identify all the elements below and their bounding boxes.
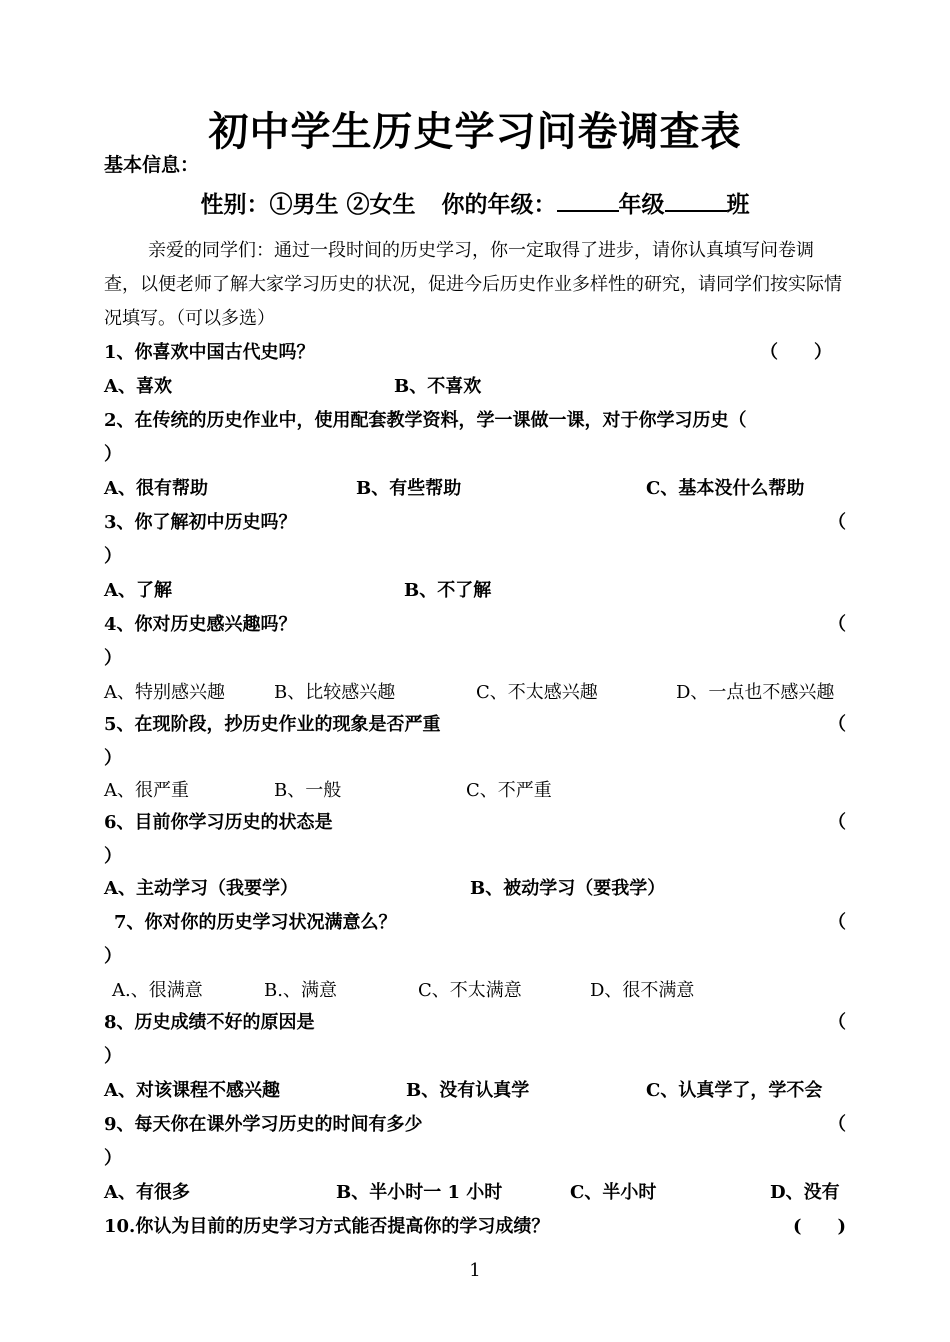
question-9-paren-close (104, 1144, 846, 1170)
option-b[interactable]: B、没有认真学 (406, 1080, 530, 1101)
question-9-options (104, 1178, 846, 1204)
answer-paren-close[interactable]: ） (104, 648, 122, 669)
option-a[interactable]: A.、很满意 (112, 980, 203, 1001)
document-title: 初中学生历史学习问卷调查表 (208, 108, 742, 155)
answer-paren-close[interactable]: ） (104, 546, 122, 567)
question-2-options (104, 474, 846, 500)
page-number: 1 (469, 1260, 481, 1281)
question-5-options (104, 776, 846, 802)
question-6-options (104, 874, 846, 900)
option-b[interactable]: B、被动学习（要我学） (470, 878, 666, 899)
question-2-paren-close (104, 440, 846, 466)
grade-blank[interactable] (557, 190, 619, 212)
intro-paragraph: 亲爱的同学们：通过一段时间的历史学习，你一定取得了进步，请你认真填写问卷调查，以便老师了解大家学习历史的状况，促进今后历史作业多样性的研究，请同学们按实际情况填写。（可以多选） (104, 240, 842, 329)
question-text: 5、在现阶段，抄历史作业的现象是否严重 (104, 714, 441, 735)
question-5-paren-close (104, 744, 846, 770)
question-text: 6、目前你学习历史的状态是 (104, 812, 333, 833)
option-d[interactable]: D、一点也不感兴趣 (676, 682, 835, 703)
answer-paren-close[interactable]: ） (104, 946, 122, 967)
question-10 (104, 1212, 846, 1238)
class-suffix: 班 (726, 191, 750, 218)
answer-paren-close[interactable]: ） (104, 748, 122, 769)
question-text: 7、你对你的历史学习状况满意么？ (114, 912, 397, 933)
answer-paren-open[interactable]: （ (828, 812, 846, 833)
option-a[interactable]: A、了解 (104, 580, 172, 601)
option-c[interactable]: C、认真学了，学不会 (646, 1080, 823, 1101)
option-b[interactable]: B、不了解 (404, 580, 492, 601)
question-6-paren-close (104, 842, 846, 868)
option-c[interactable]: C、基本没什么帮助 (646, 478, 805, 499)
question-4-paren-close (104, 644, 846, 670)
option-b[interactable]: B、不喜欢 (394, 376, 482, 397)
answer-paren[interactable]: （ ） (760, 342, 832, 363)
option-c[interactable]: C、不太感兴趣 (476, 682, 598, 703)
question-6 (104, 808, 846, 834)
answer-paren-open[interactable]: （ (828, 614, 846, 635)
option-c[interactable]: C、半小时 (570, 1182, 657, 1203)
question-3 (104, 508, 846, 534)
question-9 (104, 1110, 846, 1136)
answer-paren-open[interactable]: （ (828, 714, 846, 735)
option-b[interactable]: B、比较感兴趣 (274, 682, 396, 703)
answer-paren-open[interactable]: （ (828, 912, 846, 933)
gender-options: 性别：①男生 ②女生 (200, 191, 416, 218)
answer-paren-close[interactable]: ） (104, 444, 122, 465)
option-b[interactable]: B.、满意 (264, 980, 337, 1001)
question-4 (104, 610, 846, 636)
question-text: 1、你喜欢中国古代史吗？ (104, 342, 315, 363)
question-text: 9、每天你在课外学习历史的时间有多少 (104, 1114, 423, 1135)
question-7-options (104, 976, 846, 1002)
option-a[interactable]: A、对该课程不感兴趣 (104, 1080, 280, 1101)
question-4-options (104, 678, 846, 704)
question-2 (104, 406, 846, 432)
option-a[interactable]: A、主动学习（我要学） (104, 878, 298, 899)
question-1-options (104, 372, 846, 398)
question-text: 2、在传统的历史作业中，使用配套教学资料，学一课做一课，对于你学习历史（ (104, 410, 747, 431)
question-3-options (104, 576, 846, 602)
option-c[interactable]: C、不太满意 (418, 980, 522, 1001)
option-a[interactable]: A、特别感兴趣 (104, 682, 225, 703)
question-text: 4、你对历史感兴趣吗？ (104, 614, 297, 635)
class-blank[interactable] (665, 190, 727, 212)
question-text: 8、历史成绩不好的原因是 (104, 1012, 315, 1033)
basic-info-label: 基本信息： (104, 154, 200, 176)
question-8 (104, 1008, 846, 1034)
grade-suffix: 年级 (618, 191, 665, 218)
question-8-paren-close (104, 1042, 846, 1068)
answer-paren-open[interactable]: （ (828, 1114, 846, 1135)
option-a[interactable]: A、很有帮助 (104, 478, 208, 499)
answer-paren-close[interactable]: ） (104, 846, 122, 867)
question-8-options (104, 1076, 846, 1102)
option-b[interactable]: B、一般 (274, 780, 342, 801)
answer-paren-close[interactable]: ） (104, 1148, 122, 1169)
option-a[interactable]: A、有很多 (104, 1182, 190, 1203)
option-b[interactable]: B、半小时一 1 小时 (336, 1182, 503, 1203)
answer-paren-close[interactable]: ） (104, 1046, 122, 1067)
option-d[interactable]: D、很不满意 (590, 980, 695, 1001)
answer-paren-open[interactable]: （ (828, 512, 846, 533)
option-c[interactable]: C、不严重 (466, 780, 552, 801)
question-7 (104, 908, 846, 934)
question-3-paren-close (104, 542, 846, 568)
question-5 (104, 710, 846, 736)
option-b[interactable]: B、有些帮助 (356, 478, 462, 499)
option-d[interactable]: D、没有 (770, 1182, 840, 1203)
question-7-paren-close (104, 942, 846, 968)
question-text: 10.你认为目前的历史学习方式能否提高你的学习成绩？ (104, 1216, 550, 1237)
answer-paren[interactable]: ( ) (792, 1216, 846, 1237)
question-text: 3、你了解初中历史吗？ (104, 512, 297, 533)
gender-grade-line (0, 186, 950, 219)
option-a[interactable]: A、很严重 (104, 780, 189, 801)
option-a[interactable]: A、喜欢 (104, 376, 172, 397)
question-1 (104, 338, 846, 364)
answer-paren-open[interactable]: （ (828, 1012, 846, 1033)
grade-prefix: 你的年级： (441, 191, 557, 218)
